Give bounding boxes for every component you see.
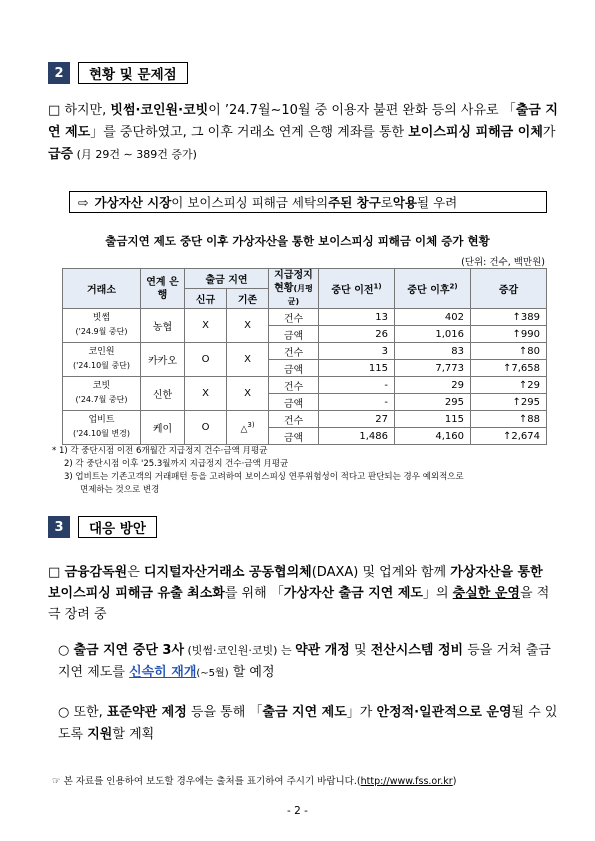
section-2-header <box>48 62 188 84</box>
page-number: - 2 - <box>287 805 308 817</box>
section-title: 현황 및 문제점 <box>78 62 188 84</box>
table-row: 빗썸 ('24.9월 중단) 농협 X X 건수 13 402 ↑389 <box>63 309 547 326</box>
note-line: 3) 업비트는 기존고객의 거래패턴 등을 고려하여 보이스피싱 연루위험성이 적다고 판단되는 경우 예외적으로 <box>64 472 464 482</box>
table-title: 출금지연 제도 중단 이후 가상자산을 통한 보이스피싱 피해금 이체 증가 현황 <box>105 234 490 248</box>
circle-bullet: ○ <box>58 705 70 720</box>
sub-item-standard: ○ 또한, 표준약관 제정 등을 통해 「출금 지연 제도」가 안정적·일관적으로 운영될 수 있도록 지원할 계획 <box>58 705 558 742</box>
square-bullet: □ <box>48 565 61 580</box>
table-row: 금액 115 7,773 ↑7,658 <box>63 360 547 377</box>
header-exchange: 거래소 <box>63 269 141 309</box>
square-bullet: □ <box>48 103 61 118</box>
paragraph-status: □ 하지만, 빗썸·코인원·코빗이 ’24.7월∼10월 중 이용자 불편 완화 등의 사유로 「출금 지연 제도」를 중단하였고, 그 이후 거래소 연계 은행 계좌를 통한 보이스피싱 피해금 이체가 급증 (月 29건 ∼ 389건 증가) <box>48 103 558 162</box>
sub-item-resume: ○ 출금 지연 중단 3사 (빗썸·코인원·코빗) 는 약관 개정 및 전산시스템 정비 등을 거쳐 출금 지연 제도를 신속히 재개(∼5월) 할 예정 <box>58 643 551 680</box>
header-status: 지급정지 현황(月평균) <box>269 269 319 309</box>
arrow-icon: ⇨ <box>78 194 89 210</box>
section-number: 2 <box>48 62 70 84</box>
circle-bullet: ○ <box>58 643 70 658</box>
header-existing: 기존 <box>227 289 269 309</box>
fss-link[interactable]: http://www.fss.or.kr <box>360 776 453 787</box>
header-delay: 출금 지연 <box>185 269 269 289</box>
table-row: 코빗 ('24.7월 중단) 신한 X X 건수 - 29 ↑29 <box>63 377 547 394</box>
table-unit: (단위: 건수, 백만원) <box>461 257 545 268</box>
table-notes <box>52 445 552 497</box>
transfer-table <box>62 268 547 445</box>
section-title: 대응 방안 <box>78 516 157 538</box>
note-line: 2) 각 중단시점 이후 '25.3월까지 지급정지 건수·금액 月평균 <box>64 459 289 469</box>
header-after: 중단 이후$^{2)}$ <box>395 269 471 309</box>
header-before: 중단 이전$^{1)}$ <box>319 269 395 309</box>
table-row: 금액 - 295 ↑295 <box>63 394 547 411</box>
paragraph-response: □ 금융감독원은 디지털자산거래소 공동협의체(DAXA) 및 업계와 함께 가상자산을 통한 보이스피싱 피해금 유출 최소화를 위해 「가상자산 출금 지연 제도」의 충실한 운영을 적극 장려 중 <box>48 565 550 622</box>
header-change: 증감 <box>471 269 547 309</box>
header-bank: 연계 은행 <box>141 269 185 309</box>
footer-notice: ☞ 본 자료를 인용하여 보도할 경우에는 출처를 표기하여 주시기 바랍니다.(http://www.fss.or.kr) <box>52 776 457 787</box>
header-new: 신규 <box>185 289 227 309</box>
table-row: 금액 26 1,016 ↑990 <box>63 326 547 343</box>
concern-box: ⇨ 가상자산 시장 이 보이스피싱 피해금 세탁의 주된 창구 로 악용 될 우려 <box>69 191 547 213</box>
exchange-cell: 빗썸 ('24.9월 중단) <box>63 309 141 343</box>
note-line: * 1) 각 중단시점 이전 6개월간 지급정지 건수·금액 月평균 <box>52 446 268 456</box>
exchange-cell: 코인원 ('24.10월 중단) <box>63 343 141 377</box>
section-3-header <box>48 516 157 538</box>
section-number: 3 <box>48 516 70 538</box>
table-row: 코인원 ('24.10월 중단) 카카오 O X 건수 3 83 ↑80 <box>63 343 547 360</box>
table-row: 금액 1,486 4,160 ↑2,674 <box>63 428 547 445</box>
note-line: 면제하는 것으로 변경 <box>80 485 160 495</box>
exchange-cell: 업비트 ('24.10월 변경) <box>63 411 141 445</box>
exchange-cell: 코빗 ('24.7월 중단) <box>63 377 141 411</box>
table-row: 업비트 ('24.10월 변경) 케이 O △$^{3)}$ 건수 27 115 ↑88 <box>63 411 547 428</box>
pointing-hand-icon: ☞ <box>52 776 61 787</box>
